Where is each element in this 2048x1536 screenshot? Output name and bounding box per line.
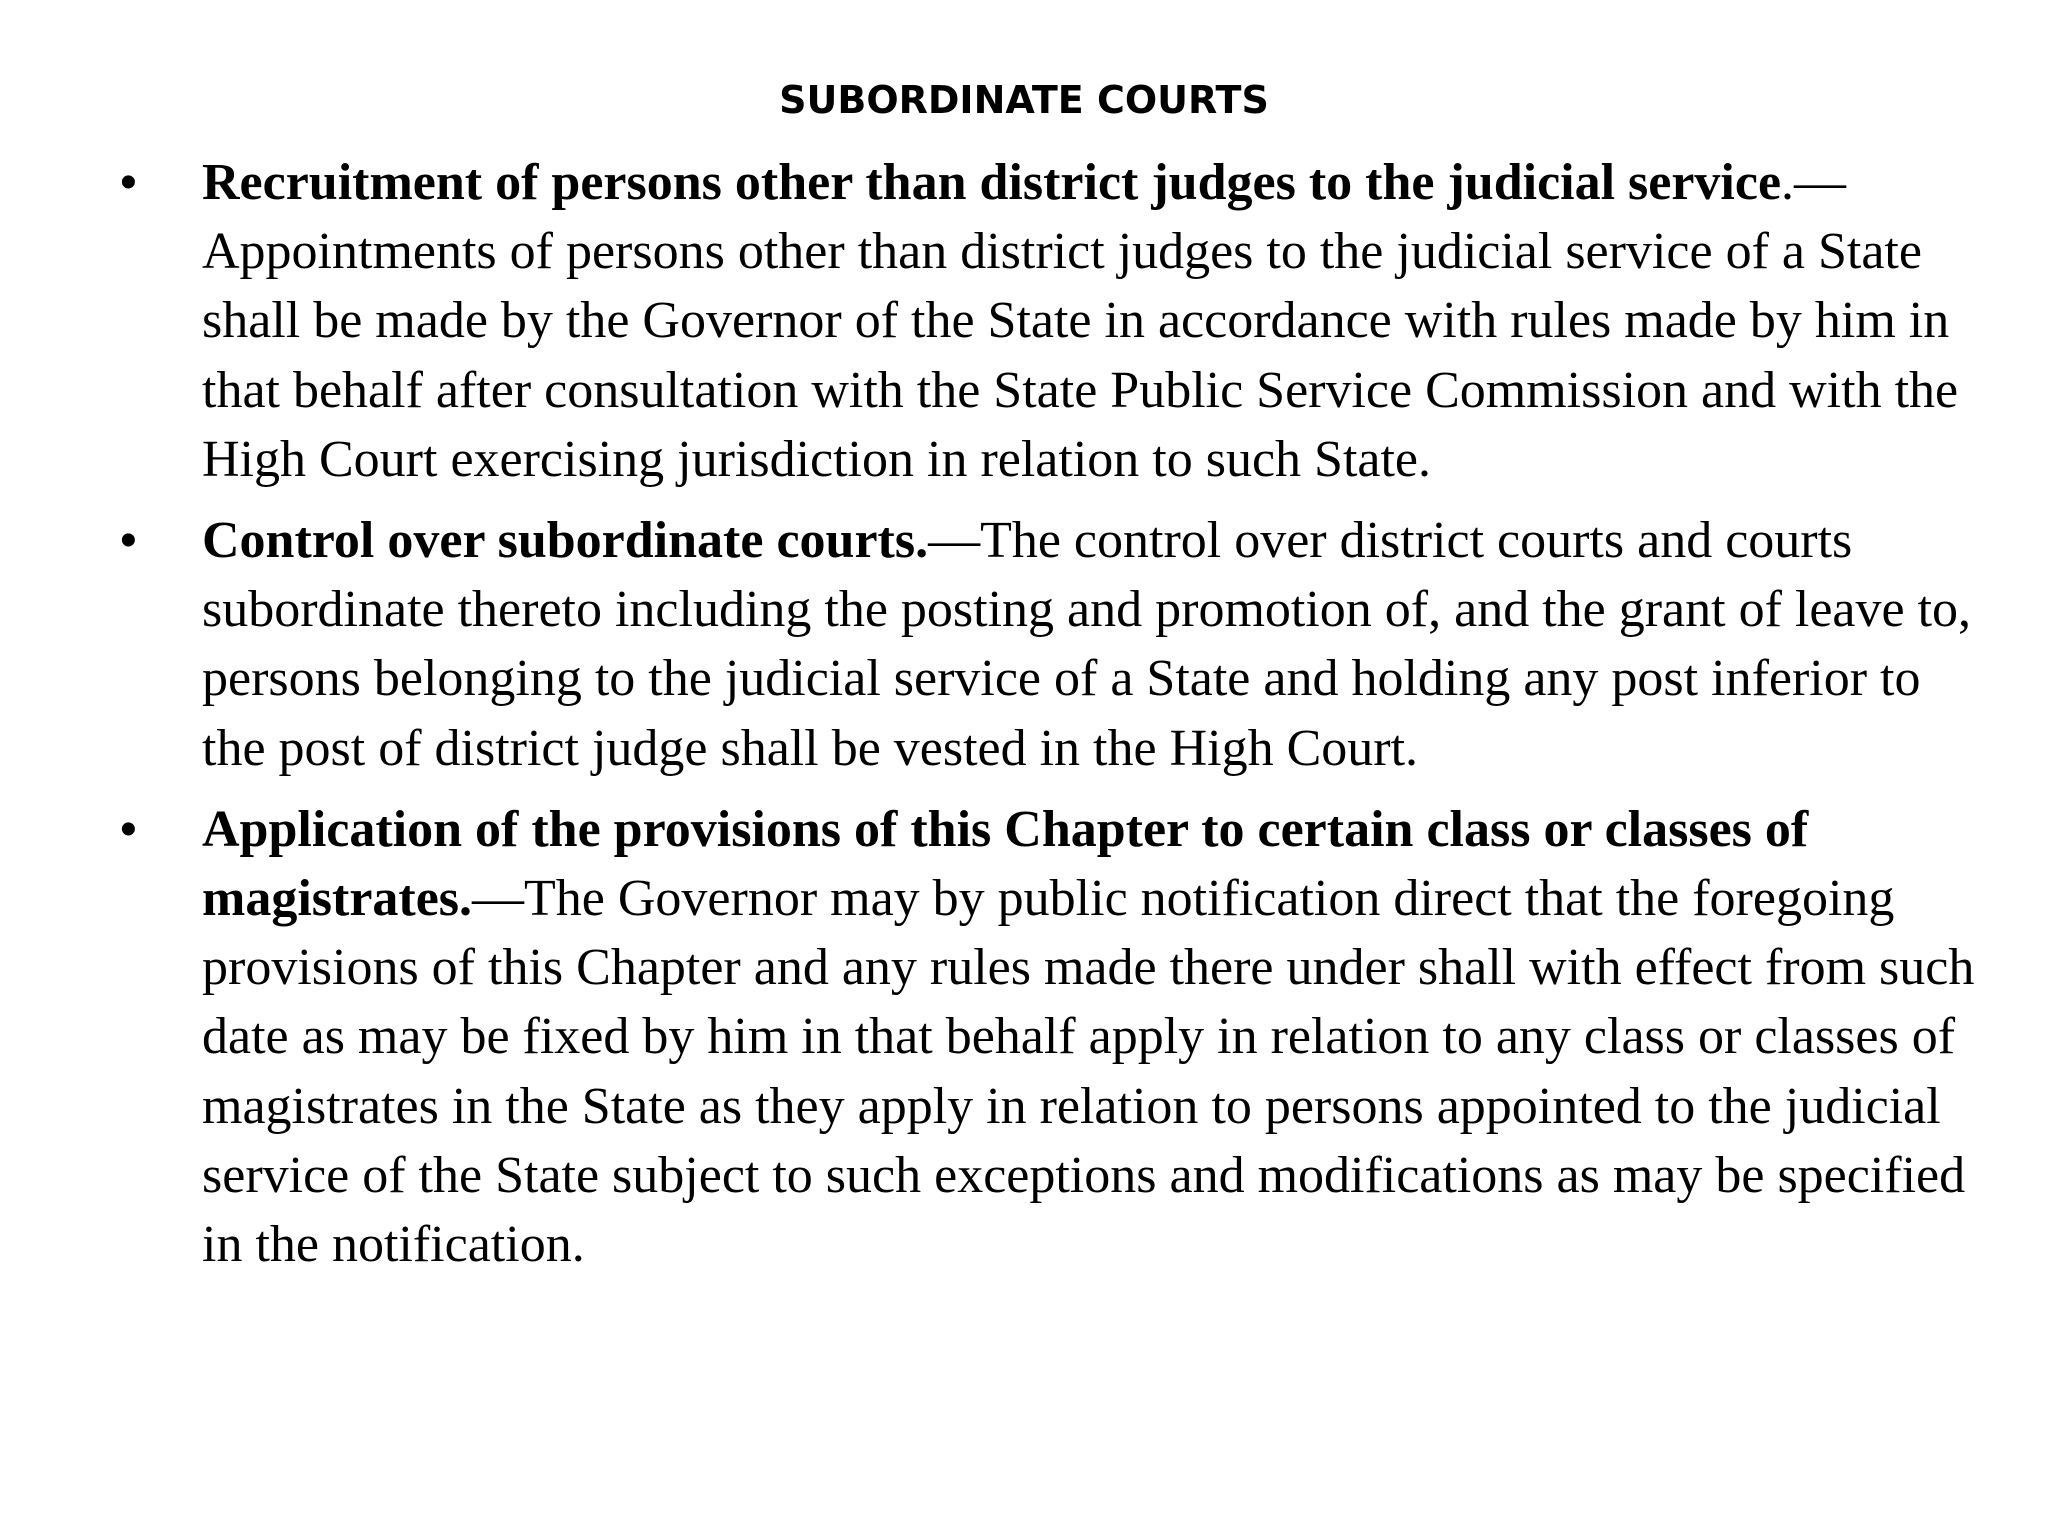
bullet-icon: • xyxy=(120,514,137,568)
bullet-body: —The control over district courts and courts subordinate thereto including the posting and promotion of, and the grant of leave to, persons belonging to the judicial service of a State and holding any post inferior to the post of district judge shall be vested in the High Court. xyxy=(202,512,1972,777)
bullet-body: .— Appointments of persons other than district judges to the judicial service of a State shall be made by the Governor of the State in accordance with rules made by him in that behalf after consultation with the State Public Service Commission and with the High Court exercising jurisdiction in relation to such State. xyxy=(202,154,1959,488)
bullet-icon: • xyxy=(120,156,137,209)
bullet-body: —The Governor may by public notification direct that the foregoing provisions of this Chapter and any rules made there under shall with effect from such date as may be fixed by him in that behalf apply in relation to any class or classes of magistrates in the State as they apply in relation to persons appointed to the judicial service of the State subject to such exceptions and modifications as may be specified in the notification. xyxy=(202,870,1975,1274)
bullet-heading: Application of the provisions of this Chapter to certain class or classes of magistrates. xyxy=(202,800,1809,928)
bullet-item-recruitment xyxy=(0,148,2048,494)
bullet-heading: Control over subordinate courts. xyxy=(202,512,929,570)
bullet-list xyxy=(0,148,2048,1291)
bullet-item-application xyxy=(0,795,2048,1279)
slide-title: SUBORDINATE COURTS xyxy=(779,78,1269,122)
bullet-icon: • xyxy=(120,802,137,856)
bullet-heading: Recruitment of persons other than district judges to the judicial service xyxy=(202,154,1782,211)
bullet-item-control xyxy=(0,506,2048,783)
